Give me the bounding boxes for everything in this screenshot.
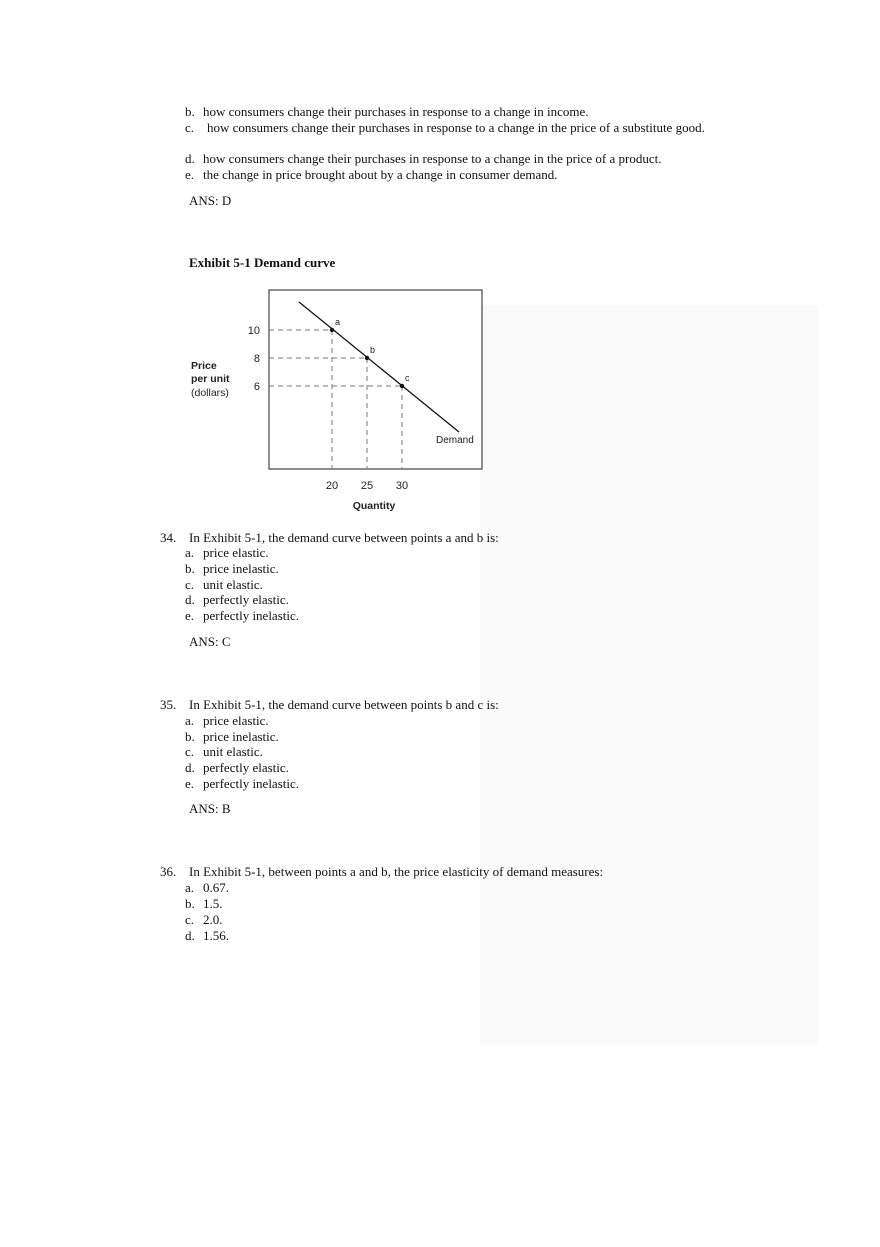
- y-axis-label-line-1: Price: [191, 360, 217, 372]
- q36-option-c: c. 2.0.: [185, 912, 223, 927]
- q35-option-c: c. unit elastic.: [185, 744, 263, 759]
- x-tick-labels: [326, 480, 408, 492]
- x-axis-label: Quantity: [352, 500, 396, 512]
- y-axis-label-line-2: per unit: [191, 373, 230, 385]
- exhibit-title: Exhibit 5-1 Demand curve: [189, 255, 336, 270]
- x-tick-30: 30: [395, 480, 409, 492]
- q34-stem: 34. In Exhibit 5-1, the demand curve between points a and b is:: [160, 530, 499, 545]
- x-tick-25: 25: [360, 480, 374, 492]
- q35-option-a: a. price elastic.: [185, 713, 269, 728]
- point-a: [330, 328, 334, 332]
- q35-stem: 35. In Exhibit 5-1, the demand curve between points b and c is:: [160, 697, 499, 712]
- q35-option-b: b. price inelastic.: [185, 729, 279, 744]
- y-tick-8: 8: [253, 353, 260, 365]
- q34-option-d: d. perfectly elastic.: [185, 592, 289, 607]
- y-tick-6: 6: [253, 381, 260, 393]
- q36-option-b: b. 1.5.: [185, 896, 223, 911]
- x-tick-20: 20: [325, 480, 339, 492]
- y-axis-label-line-3: (dollars): [191, 387, 229, 399]
- y-tick-10: 10: [247, 325, 260, 337]
- q35-option-d: d. perfectly elastic.: [185, 760, 289, 775]
- scan-shading: [480, 305, 818, 1045]
- q34-answer: ANS: C: [189, 634, 231, 649]
- q35-answer: ANS: B: [189, 801, 231, 816]
- q34-option-c: c. unit elastic.: [185, 577, 263, 592]
- q33-option-b: b. how consumers change their purchases in response to a change in income.: [185, 104, 589, 119]
- q33-option-c: c. how consumers change their purchases in response to a change in the price of a substitute good.: [185, 120, 705, 135]
- q36-stem: 36. In Exhibit 5-1, between points a and b, the price elasticity of demand measures:: [160, 864, 604, 879]
- q35-option-e: e. perfectly inelastic.: [185, 776, 300, 791]
- q34-option-b: b. price inelastic.: [185, 561, 279, 576]
- q36-option-d: d. 1.56.: [185, 928, 229, 943]
- q34-option-a: a. price elastic.: [185, 545, 269, 560]
- demand-chart: [180, 280, 500, 520]
- q33-option-d: d. how consumers change their purchases in response to a change in the price of a product.: [185, 151, 662, 166]
- y-tick-labels: [248, 325, 260, 393]
- point-label-a: a: [335, 317, 341, 327]
- q33-answer: ANS: D: [189, 193, 232, 208]
- point-label-b: b: [370, 345, 376, 355]
- q34-option-e: e. perfectly inelastic.: [185, 608, 300, 623]
- q33-option-e: e. the change in price brought about by a change in consumer demand.: [185, 167, 558, 182]
- demand-series-label: Demand: [436, 435, 474, 446]
- point-b: [365, 356, 369, 360]
- point-c: [400, 384, 404, 388]
- q36-option-a: a. 0.67.: [185, 880, 229, 895]
- point-label-c: c: [405, 373, 410, 383]
